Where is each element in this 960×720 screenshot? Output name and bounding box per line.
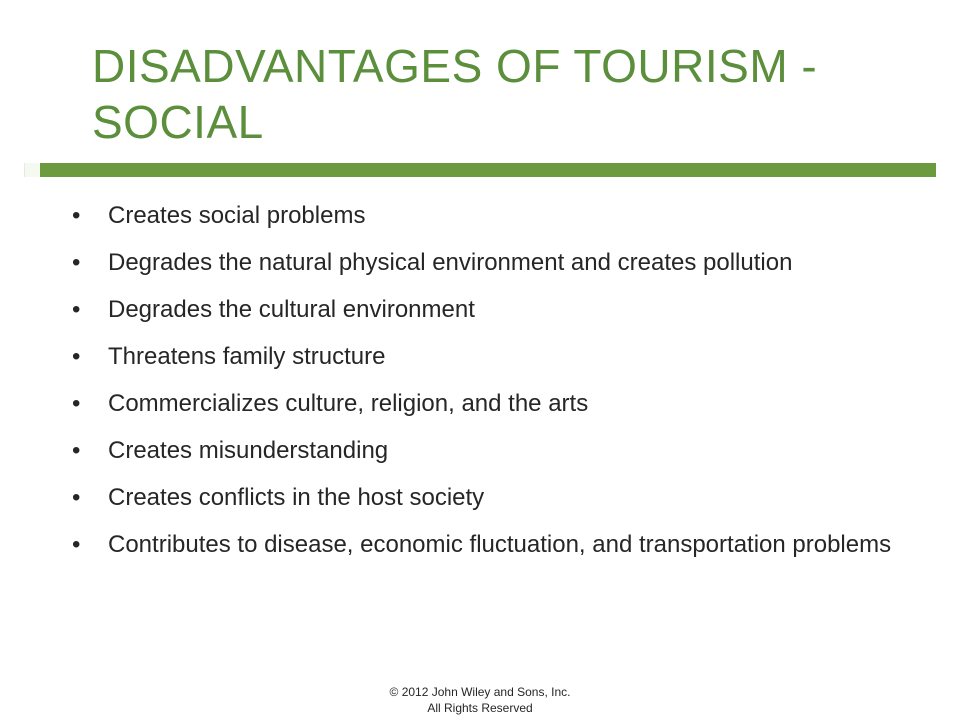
bullet-item	[72, 529, 912, 561]
rights-line: All Rights Reserved	[427, 701, 533, 715]
bullet-item	[72, 200, 912, 232]
bullet-item	[72, 388, 912, 420]
bullet-item	[72, 482, 912, 514]
bullet-text: Creates conflicts in the host society	[108, 484, 485, 511]
bullet-dot-icon: •	[72, 437, 81, 464]
bullet-list	[72, 200, 912, 576]
bullet-text: Contributes to disease, economic fluctuation, and transportation problems	[108, 531, 892, 558]
bullet-text: Degrades the natural physical environment and creates pollution	[108, 249, 793, 276]
title-divider	[40, 163, 936, 177]
copyright-line: © 2012 John Wiley and Sons, Inc.	[389, 685, 571, 699]
bullet-item	[72, 341, 912, 373]
bullet-dot-icon: •	[72, 484, 81, 511]
title-rule-cap	[24, 163, 41, 177]
bullet-text: Commercializes culture, religion, and the arts	[108, 390, 589, 417]
bullet-dot-icon: •	[72, 202, 81, 229]
bullet-text: Creates social problems	[108, 202, 366, 229]
copyright-footer	[0, 684, 960, 716]
bullet-dot-icon: •	[72, 531, 81, 558]
bullet-item	[72, 294, 912, 326]
bullet-dot-icon: •	[72, 390, 81, 417]
bullet-item	[72, 247, 912, 279]
bullet-dot-icon: •	[72, 296, 81, 323]
slide-title: DISADVANTAGES OF TOURISM - SOCIAL	[92, 40, 818, 148]
bullet-text: Threatens family structure	[108, 343, 386, 370]
bullet-item	[72, 435, 912, 467]
bullet-dot-icon: •	[72, 343, 81, 370]
bullet-text: Degrades the cultural environment	[108, 296, 475, 323]
bullet-dot-icon: •	[72, 249, 81, 276]
bullet-text: Creates misunderstanding	[108, 437, 389, 464]
